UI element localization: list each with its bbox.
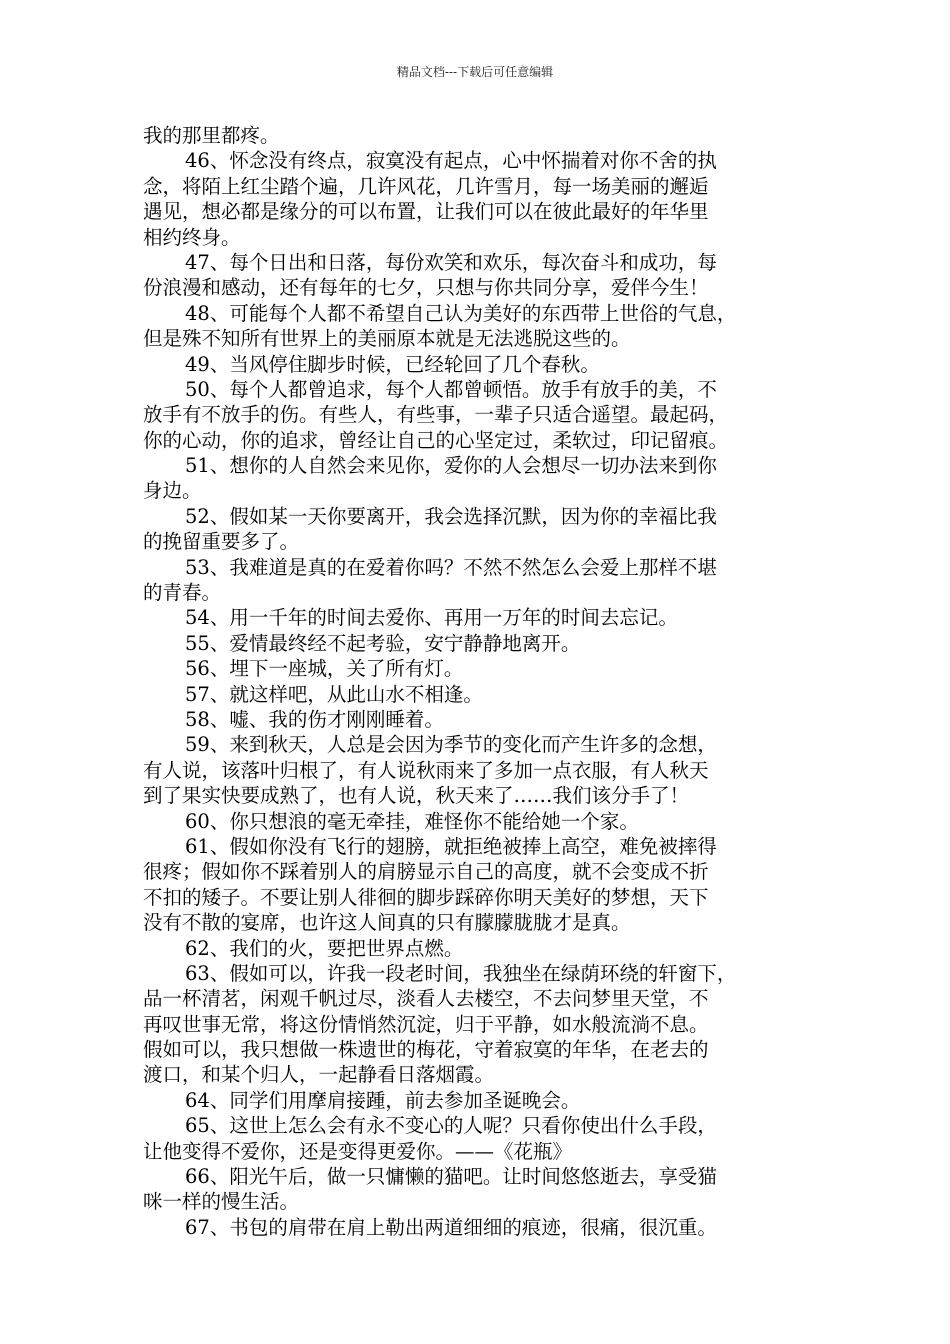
text-line: 有人说，该落叶归根了，有人说秋雨来了多加一点衣服，有人秋天 bbox=[143, 758, 709, 782]
text-line: 我的那里都疼。 bbox=[143, 124, 280, 147]
text-line: 放手有不放手的伤。有些人，有些事，一辈子只适合遥望。最起码， bbox=[143, 403, 729, 427]
text-line: 51、想你的人自然会来见你，爱你的人会想尽一切办法来到你 bbox=[185, 454, 717, 478]
page-header: 精品文档---下载后可任意编辑 bbox=[396, 65, 554, 79]
text-line: 渡口，和某个归人，一起静看日落烟霞。 bbox=[143, 1063, 495, 1087]
text-line: 身边。 bbox=[143, 479, 202, 503]
text-line: 49、当风停住脚步时候，已经轮回了几个春秋。 bbox=[185, 352, 600, 376]
text-line: 47、每个日出和日落，每份欢笑和欢乐，每次奋斗和成功，每 bbox=[185, 250, 717, 274]
text-line: 到了果实快要成熟了，也有人说，秋天来了……我们该分手了！ bbox=[143, 784, 690, 808]
text-line: 53、我难道是真的在爱着你吗？不然不然怎么会爱上那样不堪 bbox=[185, 555, 717, 579]
text-line: 54、用一千年的时间去爱你、再用一万年的时间去忘记。 bbox=[185, 606, 678, 630]
text-line: 64、同学们用摩肩接踵，前去参加圣诞晚会。 bbox=[185, 1088, 581, 1112]
text-line: 61、假如你没有飞行的翅膀，就拒绝被捧上高空，难免被摔得 bbox=[185, 834, 717, 858]
text-line: 很疼；假如你不踩着别人的肩膀显示自己的高度，就不会变成不折 bbox=[143, 860, 709, 884]
text-line: 52、假如某一天你要离开，我会选择沉默，因为你的幸福比我 bbox=[185, 504, 717, 528]
text-line: 66、阳光午后，做一只慵懒的猫吧。让时间悠悠逝去，享受猫 bbox=[185, 1165, 717, 1189]
text-line: 遇见，想必都是缘分的可以布置，让我们可以在彼此最好的年华里 bbox=[143, 200, 709, 224]
text-line: 念，将陌上红尘踏个遍，几许风花，几许雪月，每一场美丽的邂逅 bbox=[143, 174, 709, 198]
text-line: 相约终身。 bbox=[143, 225, 241, 249]
text-line: 46、怀念没有终点，寂寞没有起点，心中怀揣着对你不舍的执 bbox=[185, 149, 717, 173]
text-line: 55、爱情最终经不起考验，安宁静静地离开。 bbox=[185, 631, 581, 655]
text-line: 60、你只想浪的毫无牵挂，难怪你不能给她一个家。 bbox=[185, 809, 639, 833]
text-line: 56、埋下一座城，关了所有灯。 bbox=[185, 657, 464, 681]
text-line: 品一杯清茗，闲观千帆过尽，淡看人去楼空，不去问梦里天堂，不 bbox=[143, 987, 709, 1011]
text-line: 的青春。 bbox=[143, 581, 222, 605]
text-line: 份浪漫和感动，还有每年的七夕，只想与你共同分享，爱伴今生！ bbox=[143, 276, 709, 300]
text-line: 但是殊不知所有世界上的美丽原本就是无法逃脱这些的。 bbox=[143, 327, 631, 351]
text-line: 再叹世事无常，将这份情悄然沉淀，归于平静，如水般流淌不息。 bbox=[143, 1012, 709, 1036]
text-line: 58、嘘、我的伤才刚刚睡着。 bbox=[185, 707, 444, 731]
text-line: 不扣的矮子。不要让别人徘徊的脚步踩碎你明天美好的梦想，天下 bbox=[143, 885, 709, 909]
text-line: 59、来到秋天，人总是会因为季节的变化而产生许多的念想， bbox=[185, 733, 717, 757]
document-body bbox=[143, 123, 811, 1240]
text-line: 48、可能每个人都不希望自己认为美好的东西带上世俗的气息， bbox=[185, 301, 737, 325]
text-line: 没有不散的宴席，也许这人间真的只有朦朦胧胧才是真。 bbox=[143, 911, 631, 935]
text-line: 63、假如可以，许我一段老时间，我独坐在绿荫环绕的轩窗下， bbox=[185, 961, 737, 985]
text-line: 的挽留重要多了。 bbox=[143, 530, 300, 554]
text-line: 假如可以，我只想做一株遗世的梅花，守着寂寞的年华，在老去的 bbox=[143, 1038, 709, 1062]
text-line: 57、就这样吧，从此山水不相逢。 bbox=[185, 682, 483, 706]
text-line: 你的心动，你的追求，曾经让自己的心坚定过，柔软过，印记留痕。 bbox=[143, 428, 729, 452]
text-line: 50、每个人都曾追求，每个人都曾顿悟。放手有放手的美，不 bbox=[185, 377, 717, 401]
text-line: 让他变得不爱你，还是变得更爱你。——《花瓶》 bbox=[143, 1139, 573, 1163]
text-line: 67、书包的肩带在肩上勒出两道细细的痕迹，很痛，很沉重。 bbox=[185, 1215, 717, 1239]
text-line: 65、这世上怎么会有永不变心的人呢？只看你使出什么手段， bbox=[185, 1114, 717, 1138]
text-line: 62、我们的火，要把世界点燃。 bbox=[185, 936, 464, 960]
text-line: 咪一样的慢生活。 bbox=[143, 1190, 300, 1214]
